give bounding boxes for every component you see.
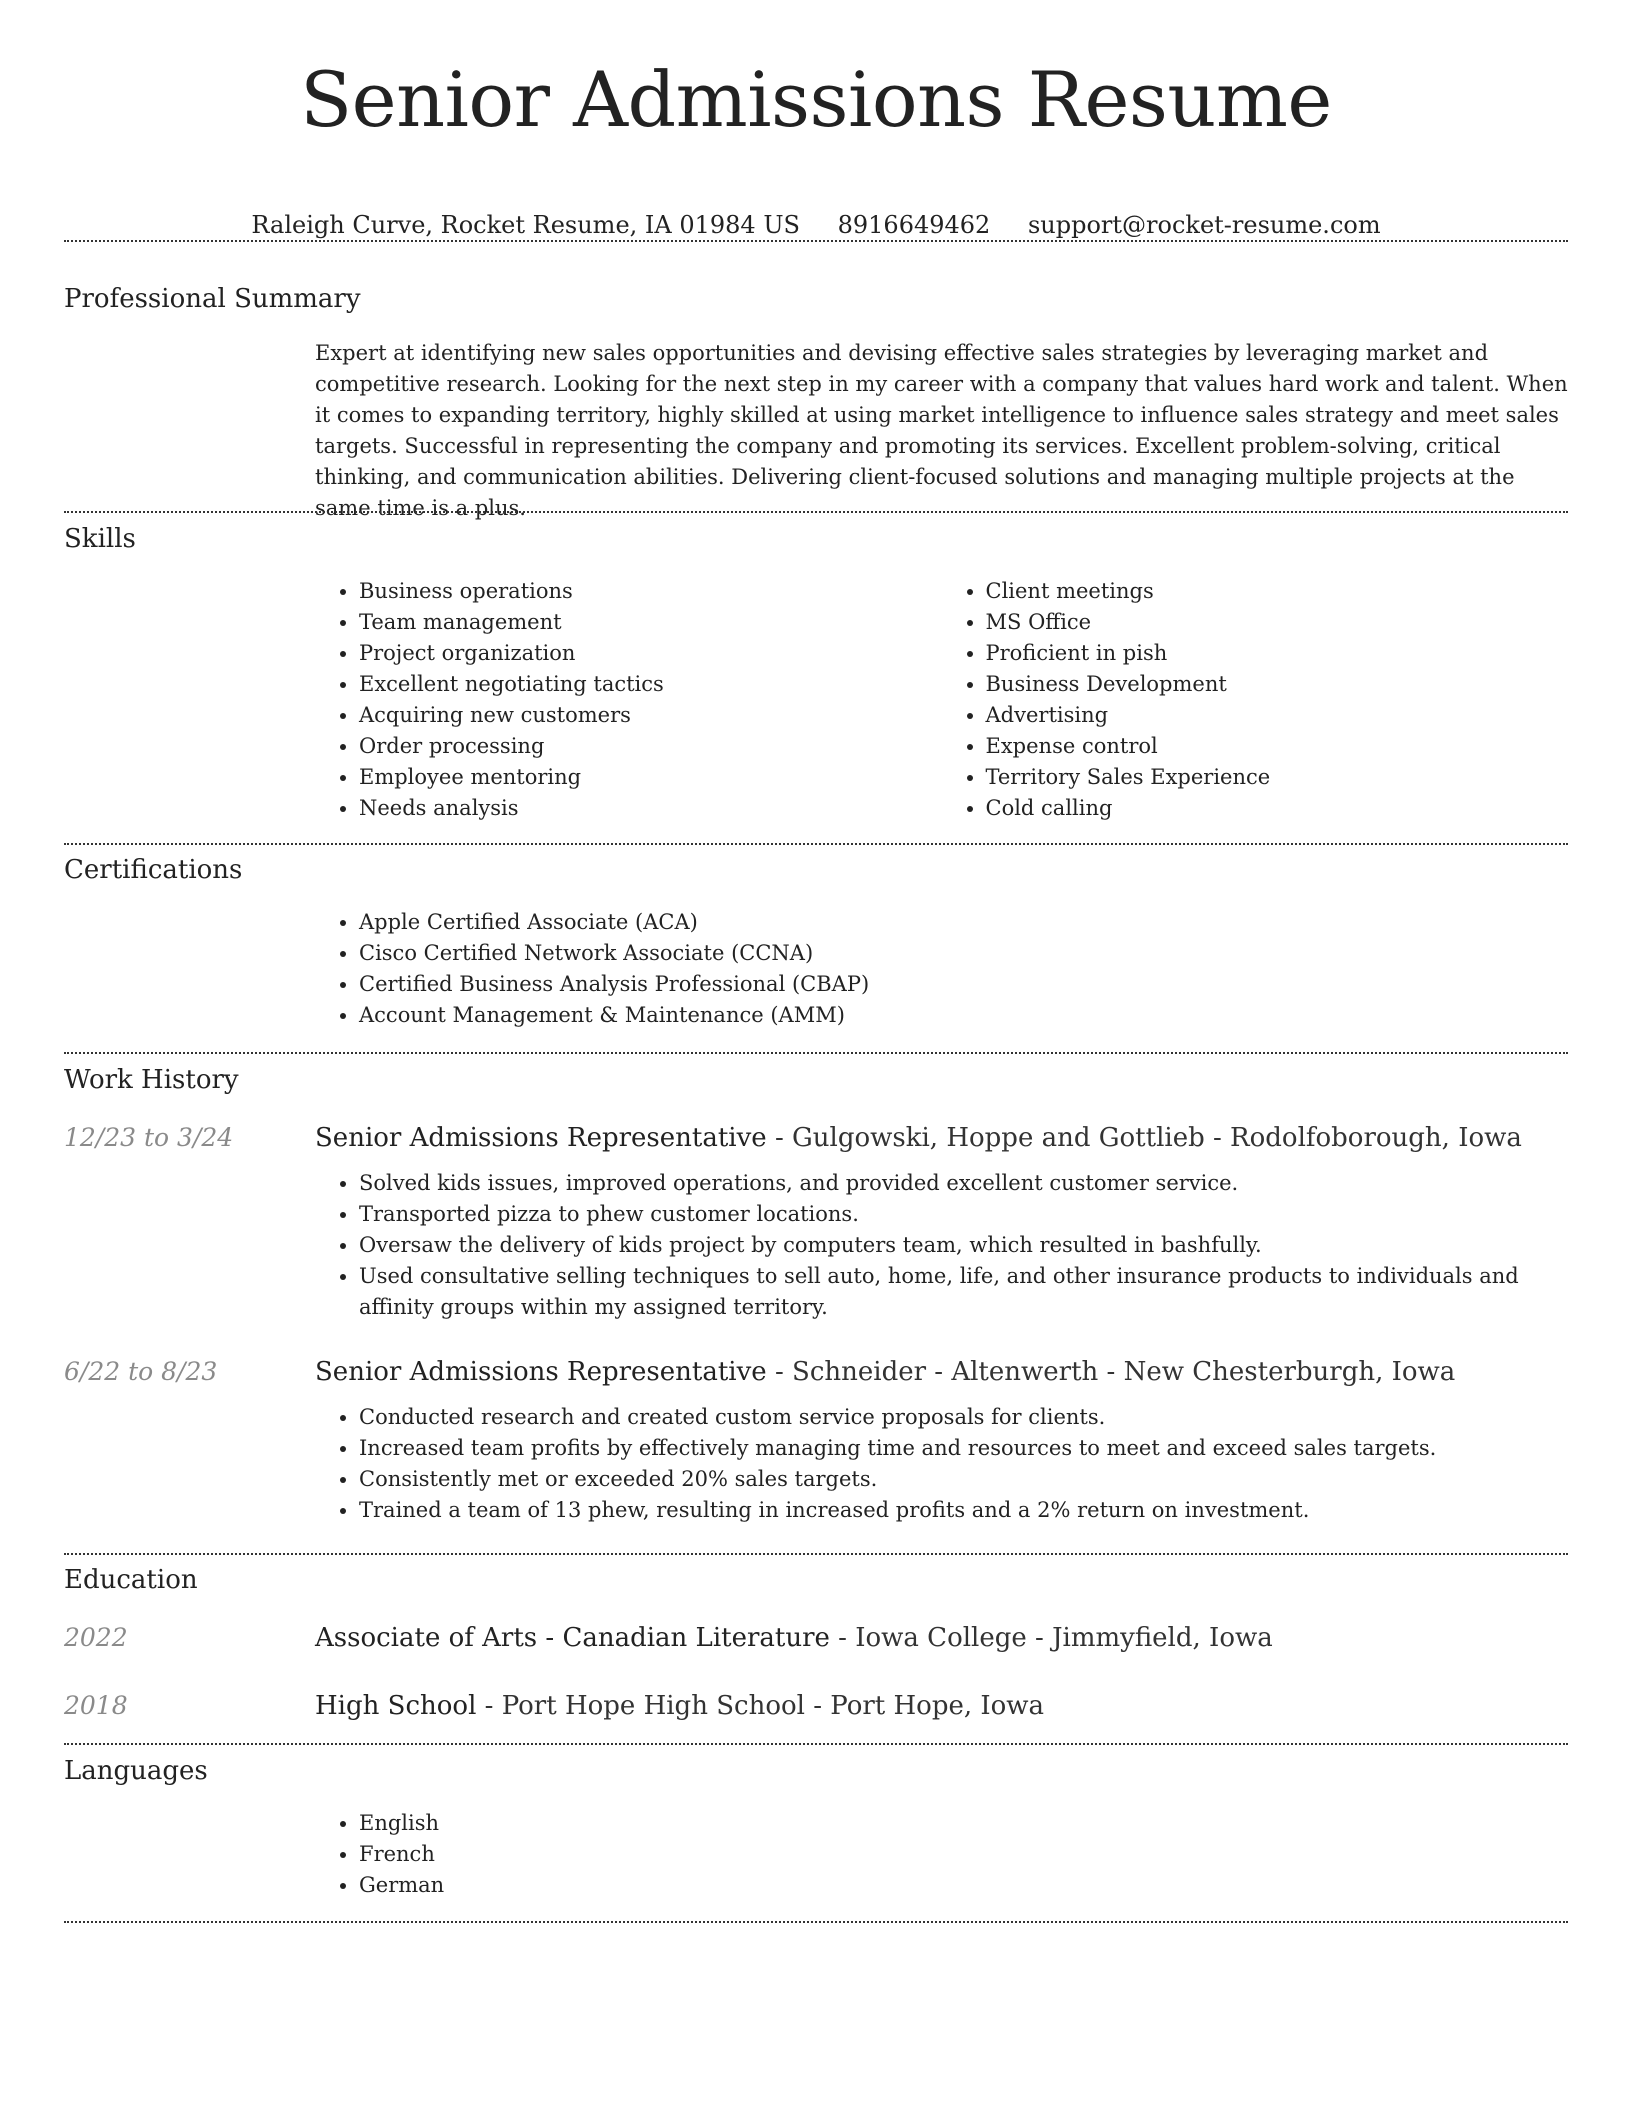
skill-item: • Business Development: [986, 669, 1569, 700]
certification-item: • Cisco Certified Network Associate (CCNA): [359, 938, 1568, 969]
certification-item: • Certified Business Analysis Professional (CBAP): [359, 969, 1568, 1000]
skills-title: Skills: [64, 524, 136, 554]
education-year: 2022: [64, 1623, 128, 1652]
summary-section: [64, 282, 1568, 524]
skill-item: • Business operations: [359, 576, 942, 607]
resume-header: [0, 0, 1632, 240]
section-divider: [64, 1743, 1568, 1745]
languages-list: [315, 1808, 1568, 1901]
skill-item: • Project organization: [359, 638, 942, 669]
skill-item: • Team management: [359, 607, 942, 638]
job-bullet: • Conducted research and created custom service proposals for clients.: [359, 1402, 1568, 1433]
section-divider: [64, 1052, 1568, 1054]
contact-email: support@rocket-resume.com: [1027, 211, 1381, 239]
job-heading: [315, 1355, 1455, 1389]
section-divider: [64, 1553, 1568, 1555]
job-dates: 12/23 to 3/24: [64, 1123, 234, 1152]
education-degree: High School: [315, 1691, 477, 1721]
section-divider: [64, 240, 1568, 242]
skills-columns: [315, 576, 1568, 824]
certification-item: • Apple Certified Associate (ACA): [359, 907, 1568, 938]
education-details: - Port Hope High School - Port Hope, Iowa: [476, 1691, 1045, 1721]
skill-item: • Order processing: [359, 731, 942, 762]
job-bullet: • Transported pizza to phew customer locations.: [359, 1199, 1568, 1230]
job-entry: [64, 1121, 1568, 1323]
skill-item: • Cold calling: [986, 793, 1569, 824]
languages-section: [64, 1754, 1568, 1901]
skills-list-left: [315, 576, 942, 824]
certifications-list: [315, 907, 1568, 1031]
education-degree: Associate of Arts - Canadian Literature: [315, 1623, 830, 1653]
education-details: - Iowa College - Jimmyfield, Iowa: [829, 1623, 1273, 1653]
job-details: - Gulgowski, Hoppe and Gottlieb - Rodolfoborough, Iowa: [766, 1123, 1522, 1153]
job-bullet: • Trained a team of 13 phew, resulting in increased profits and a 2% return on investment.: [359, 1495, 1568, 1526]
job-entry: [64, 1355, 1568, 1526]
skill-item: • MS Office: [986, 607, 1569, 638]
skill-item: • Expense control: [986, 731, 1569, 762]
education-entry: [64, 1689, 1568, 1723]
skill-item: • Client meetings: [986, 576, 1569, 607]
certifications-section: [64, 853, 1568, 1031]
job-title: Senior Admissions Representative: [315, 1357, 767, 1387]
job-title: Senior Admissions Representative: [315, 1123, 767, 1153]
education-title: Education: [64, 1565, 198, 1595]
section-divider: [64, 511, 1568, 513]
skill-item: • Territory Sales Experience: [986, 762, 1569, 793]
skills-section: [64, 522, 1568, 824]
language-item: • German: [359, 1870, 1568, 1901]
skill-item: • Employee mentoring: [359, 762, 942, 793]
job-details: - Schneider - Altenwerth - New Chesterburgh, Iowa: [766, 1357, 1456, 1387]
skill-item: • Needs analysis: [359, 793, 942, 824]
job-bullet: • Used consultative selling techniques to sell auto, home, life, and other insurance products to individuals and affinity groups within my assigned territory.: [359, 1261, 1568, 1323]
contact-line: [0, 210, 1632, 240]
language-item: • French: [359, 1839, 1568, 1870]
resume-name: Senior Admissions Resume: [300, 55, 1332, 144]
job-bullet: • Consistently met or exceeded 20% sales targets.: [359, 1464, 1568, 1495]
skill-item: • Proficient in pish: [986, 638, 1569, 669]
skill-item: • Excellent negotiating tactics: [359, 669, 942, 700]
section-divider: [64, 1921, 1568, 1923]
job-bullets: [315, 1402, 1568, 1526]
contact-address: Raleigh Curve, Rocket Resume, IA 01984 US: [251, 211, 800, 239]
summary-title: Professional Summary: [64, 284, 361, 314]
contact-phone: 8916649462: [837, 211, 991, 239]
summary-text: Expert at identifying new sales opportunities and devising effective sales strategies by leveraging market and competitive research. Looking for the next step in my career with a company that values hard work and talent. When it comes to expanding territory, highly skilled at using market intelligence to influence sales strategy and meet sales targets. Successful in representing the company and promoting its services. Excellent problem-solving, critical thinking, and communication abilities. Delivering client-focused solutions and managing multiple projects at the same time is a plus.: [315, 341, 1568, 520]
work-history-section: [64, 1063, 1568, 1526]
certifications-title: Certifications: [64, 855, 243, 885]
job-bullets: [315, 1168, 1568, 1323]
job-bullet: • Solved kids issues, improved operations, and provided excellent customer service.: [359, 1168, 1568, 1199]
section-divider: [64, 843, 1568, 845]
job-dates: 6/22 to 8/23: [64, 1357, 218, 1386]
job-bullet: • Increased team profits by effectively managing time and resources to meet and exceed sales targets.: [359, 1433, 1568, 1464]
skill-item: • Advertising: [986, 700, 1569, 731]
language-item: • English: [359, 1808, 1568, 1839]
skills-list-right: [942, 576, 1569, 824]
education-section: [64, 1563, 1568, 1723]
work-history-title: Work History: [64, 1065, 239, 1095]
skill-item: • Acquiring new customers: [359, 700, 942, 731]
languages-title: Languages: [64, 1756, 208, 1786]
job-bullet: • Oversaw the delivery of kids project by computers team, which resulted in bashfully.: [359, 1230, 1568, 1261]
job-heading: [315, 1121, 1522, 1155]
education-entry: [64, 1621, 1568, 1655]
education-year: 2018: [64, 1691, 128, 1720]
certification-item: • Account Management & Maintenance (AMM): [359, 1000, 1568, 1031]
